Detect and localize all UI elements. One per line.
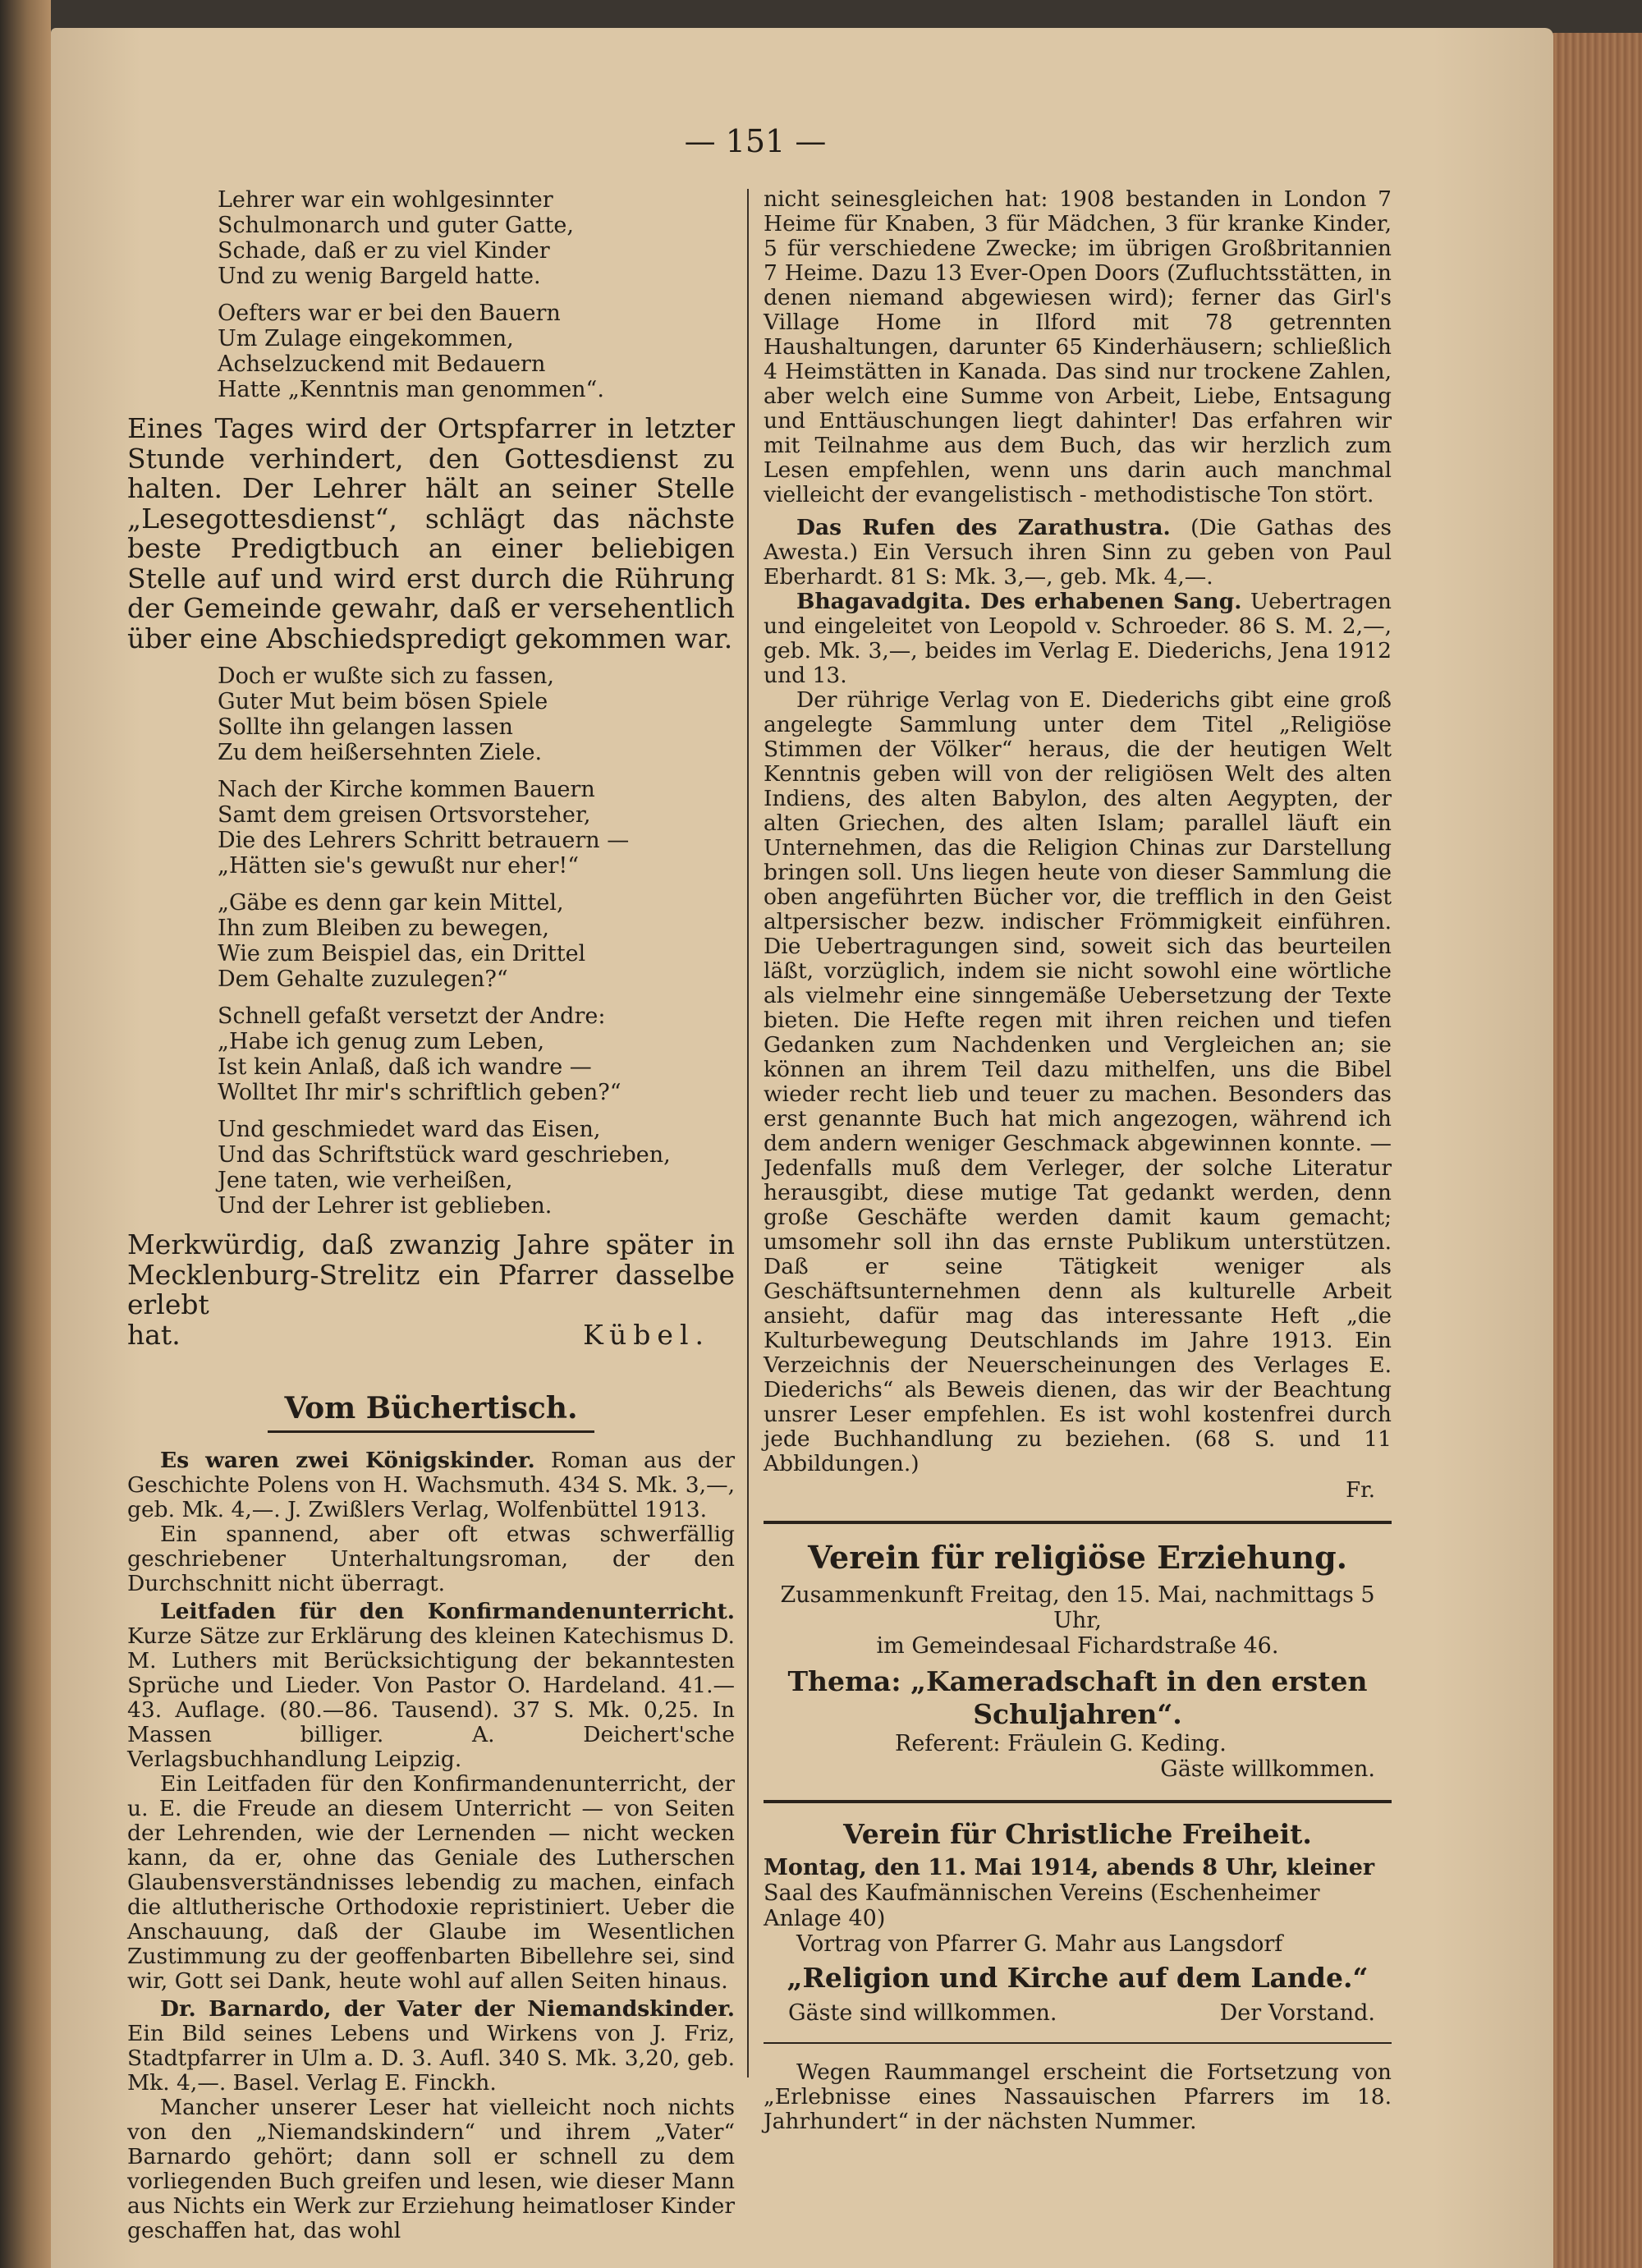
poem-line: Und der Lehrer ist geblieben. (218, 1193, 553, 1219)
poem-line: Und zu wenig Bargeld hatte. (218, 264, 541, 289)
notice-christian-freedom (764, 1818, 1392, 2027)
poem-line: Sollte ihn gelangen lassen (218, 714, 513, 740)
poem-line: Und das Schriftstück ward geschrieben, (218, 1142, 671, 1168)
poem-line: Doch er wußte sich zu fassen, (218, 663, 554, 689)
entry-details: Kurze Sätze zur Erklärung des kleinen Katechismus D. M. Luthers mit Berücksichtigung der bekanntesten Sprüche und Lieder. Von Pastor O. Hardeland. 41.—43. Auflage. (80.—86. Tausend). 37 S. Mk. 0,25. In Massen billiger. A. Deichert'sche Verlagsbuchhandlung Leipzig. (127, 1623, 735, 1772)
section-rule (764, 1521, 1392, 1524)
poem-line: Um Zulage eingekommen, (218, 326, 514, 351)
notice-line: Zusammenkunft Freitag, den 15. Mai, nachmittags 5 Uhr, (780, 1582, 1375, 1633)
poem-line: Lehrer war ein wohlgesinnter (218, 187, 553, 213)
poem-line: Samt dem greisen Ortsvorsteher, (218, 802, 591, 828)
notice-theme: Schuljahren“. (973, 1698, 1182, 1730)
prose-paragraph: Merkwürdig, daß zwanzig Jahre später in Mecklenburg-Strelitz ein Pfarrer dasselbe erlebt (127, 1228, 735, 1320)
notice-talk-title: „Religion und Kirche auf dem Lande.“ (787, 1962, 1369, 1994)
page-number: — 151 — (684, 123, 827, 159)
poem-stanza (218, 301, 735, 402)
poem-stanza (218, 1003, 735, 1105)
left-column (127, 187, 735, 2243)
section-heading (127, 1391, 735, 1426)
page-stack-edge (1543, 33, 1642, 2268)
prose-end: hat. (127, 1318, 181, 1351)
poem-line: Schade, daß er zu viel Kinder (218, 238, 550, 264)
notice-board: Der Vorstand. (1219, 2000, 1375, 2026)
notice-line: Montag, den 11. Mai 1914, abends 8 Uhr, kleiner (764, 1855, 1375, 1880)
notice-speaker: Referent: Fräulein G. Keding. (895, 1731, 1227, 1756)
notice-line: im Gemeindesaal Fichardstraße 46. (876, 1633, 1279, 1659)
prose-paragraph: Eines Tages wird der Ortspfarrer in letzter Stunde verhindert, den Gottesdienst zu halten. Der Lehrer hält an seiner Stelle „Lesegottesdienst“, schlägt das nächste beste Predigtbuch an einer beliebigen Stelle auf und wird erst durch die Rührung der Gemeinde gewahr, daß er versehentlich über eine Abschiedspredigt gekommen war. (127, 412, 735, 654)
poem-line: „Hätten sie's gewußt nur eher!“ (218, 853, 580, 879)
poem-stanza (218, 663, 735, 765)
previous-page-edge (0, 0, 51, 2268)
book-table-heading: Vom Büchertisch. (268, 1391, 594, 1433)
notice-religious-education (764, 1539, 1392, 1782)
entry-review: Ein Leitfaden für den Konfirmandenunterricht, der u. E. die Freude an diesem Unterricht — von Seiten der Lehrenden, wie der Lernenden — nicht wecken kann, da er, ohne das Geniale des Lutherschen Glaubensverständnisses lebendig zu machen, einfach die altlutherische Orthodoxie repristiniert. Ueber die Anschauung, daß der Glaube im Wesentlichen Zustimmung zu der geoffenbarten Bibellehre sei, sind wir, Gott sei Dank, heute wohl auf allen Seiten hinaus. (127, 1770, 735, 1994)
notice-guests: Gäste willkommen. (1160, 1756, 1375, 1782)
poem-line: Nach der Kirche kommen Bauern (218, 777, 595, 802)
book-entry (127, 1448, 735, 1596)
review-signature: Fr. (1346, 1478, 1375, 1503)
poem-line: Hatte „Kenntnis man genommen“. (218, 377, 604, 402)
footer-note: Wegen Raummangel erscheint die Fortsetzung von „Erlebnisse eines Nassauischen Pfarrers im 18. Jahrhundert“ in der nächsten Nummer. (764, 2059, 1392, 2134)
notice-line: Vortrag von Pfarrer G. Mahr aus Langsdorf (796, 1931, 1283, 1957)
poem-line: Guter Mut beim bösen Spiele (218, 689, 548, 714)
poem-line: Und geschmiedet ward das Eisen, (218, 1117, 601, 1142)
book-entry (127, 1997, 735, 2243)
poem-line: Schnell gefaßt versetzt der Andre: (218, 1003, 606, 1029)
entry-review: Ein spannend, aber oft etwas schwerfällig geschriebener Unterhaltungsroman, der den Durchschnitt nicht überragt. (127, 1521, 735, 1596)
entry-text (127, 1997, 735, 2096)
continuation-paragraph: nicht seinesgleichen hat: 1908 bestanden in London 7 Heime für Knaben, 3 für Mädchen, 3 für kranke Kinder, 5 für verschiedene Zwecke; im übrigen Großbritannien 7 Heime. Dazu 13 Ever-Open Doors (Zufluchtsstätten, in denen niemand abgewiesen wird); ferner das Girl's Village Home in Ilford mit 78 getrennten Haushaltungen, darunter 65 Kinderhäusern; schließlich 4 Heimstätten in Kanada. Das sind nur trockene Zahlen, aber welch eine Summe von Arbeit, Liebe, Entsagung und Enttäuschungen liegt dahinter! Das erfahren wir mit Teilnahme aus dem Buch, das wir herzlich zum Lesen empfehlen, wenn uns darin auch manchmal vielleicht der evangelistisch - methodistische Ton stört. (764, 186, 1392, 507)
section-rule (764, 1800, 1392, 1803)
entry-title: Dr. Barnardo, der Vater der Niemandskinder. (160, 1995, 735, 2022)
poem-line: Dem Gehalte zuzulegen?“ (218, 966, 508, 992)
poem-line: Zu dem heißersehnten Ziele. (218, 740, 543, 765)
entry-review: Der rührige Verlag von E. Diederichs gibt eine groß angelegte Sammlung unter dem Titel „Religiöse Stimmen der Völker“ heraus, die der heutigen Welt Kenntnis geben will von der religiösen Welt des alten Indiens, des alten Babylon, des alten Aegypten, der alten Griechen, des alten Islam; parallel läuft ein Unternehmen, das die Religion Chinas zur Darstellung bringen soll. Uns liegen heute von dieser Sammlung die oben angeführten Bücher vor, die trefflich in den Geist altpersischer bezw. indischer Frömmigkeit einführen. Die Uebertragungen sind, soweit sich das beurteilen läßt, vorzüglich, indem sie nicht sowohl eine wörtliche als vielmehr eine sinngemäße Uebersetzung der Texte bieten. Die Hefte regen mit ihren reichen und tiefen Gedanken zum Nachdenken und Vergleichen an; sie können an ihrem Teil dazu mithelfen, uns die Bibel wieder recht lieb und teuer zu machen. Besonders das erst genannte Buch hat mich angezogen, während ich dem andern weniger Geschmack abgewinnen konnte. — Jedenfalls muß dem Verleger, der solche Literatur herausgibt, diese mutige Tat gedankt werden, denn große Geschäfte werden damit kaum gemacht; umsomehr soll ihn das ernste Publikum unterstützen. Daß er seine Tätigkeit weniger als Geschäftsunternehmen denn als kulturelle Arbeit ansieht, dafür mag das interessante Heft „die Kulturbewegung Deutschlands im Jahre 1913. Ein Verzeichnis der Neuerscheinungen des Verlages E. Diederichs“ als Beweis dienen, das wir der Beachtung unsrer Leser empfehlen. Es ist wohl kostenfrei durch jede Buchhandlung zu beziehen. (68 S. und 11 Abbildungen.) (764, 687, 1392, 1476)
notice-theme: Thema: „Kameradschaft in den ersten (787, 1665, 1368, 1697)
poem-line: Ist kein Anlaß, daß ich wandre — (218, 1054, 592, 1080)
column-divider (747, 189, 749, 2077)
poem-line: Achselzuckend mit Bedauern (218, 351, 546, 377)
entry-details: (Die Gathas des Awesta.) Ein Versuch ihren Sinn zu geben von Paul Eberhardt. 81 S: Mk. 3,—, geb. Mk. 4,—. (764, 515, 1392, 590)
entry-title: Es waren zwei Königskinder. (160, 1447, 535, 1473)
entry-text (764, 590, 1392, 688)
entry-title: Das Rufen des Zarathustra. (796, 515, 1171, 540)
author-signature: Kübel. (583, 1318, 710, 1351)
poem-stanza (218, 777, 735, 879)
right-column (764, 187, 1392, 2134)
entry-review: Mancher unserer Leser hat vielleicht noch nichts von den „Niemandskindern“ und ihrem „Vater“ Barnardo gehört; dann soll er schnell zu dem vorliegenden Buch greifen und lesen, wie dieser Mann aus Nichts ein Werk zur Erziehung heimatloser Kinder geschaffen hat, das wohl (127, 2094, 735, 2243)
notice-title: Verein für Christliche Freiheit. (843, 1818, 1312, 1850)
notice-title: Verein für religiöse Erziehung. (808, 1539, 1347, 1576)
poem-line: Jene taten, wie verheißen, (218, 1168, 513, 1193)
poem-line: Ihn zum Bleiben zu bewegen, (218, 916, 549, 941)
entry-title: Bhagavadgita. Des erhabenen Sang. (796, 589, 1242, 614)
poem-line: Die des Lehrers Schritt betrauern — (218, 828, 630, 853)
notice-guests: Gäste sind willkommen. (788, 2000, 1057, 2026)
poem-stanza (218, 890, 735, 992)
poem-line: „Gäbe es denn gar kein Mittel, (218, 890, 564, 916)
entry-details: Roman aus der Geschichte Polens von H. Wachsmuth. 434 S. Mk. 3,—, geb. Mk. 4,—. J. Zwißlers Verlag, Wolfenbüttel 1913. (127, 1447, 735, 1522)
poem-line: Wie zum Beispiel das, ein Drittel (218, 941, 586, 966)
notice-footer-row (764, 1999, 1392, 2027)
entry-details: Ein Bild seines Lebens und Wirkens von J. Friz, Stadtpfarrer in Ulm a. D. 3. Aufl. 340 S. Mk. 3,20, geb. Mk. 4,—. Basel. Verlag E. Finckh. (127, 2020, 735, 2096)
poem-line: Oefters war er bei den Bauern (218, 301, 561, 326)
entry-text (764, 516, 1392, 590)
book-entry (127, 1600, 735, 1994)
poem-line: Schulmonarch und guter Gatte, (218, 213, 574, 238)
signature-line (127, 1320, 735, 1350)
entry-title: Leitfaden für den Konfirmandenunterricht. (160, 1598, 735, 1624)
entry-details: Uebertragen und eingeleitet von Leopold v. Schroeder. 86 S. M. 2,—, geb. Mk. 3,—, beides im Verlag E. Diederichs, Jena 1912 und 13. (764, 589, 1392, 688)
notice-line: Saal des Kaufmännischen Vereins (Eschenheimer Anlage 40) (764, 1880, 1320, 1931)
poem-line: Wolltet Ihr mir's schriftlich geben?“ (218, 1080, 621, 1105)
poem-stanza (218, 1117, 735, 1219)
entry-text (127, 1448, 735, 1522)
poem-line: „Habe ich genug zum Leben, (218, 1029, 545, 1054)
poem-stanza (218, 187, 735, 289)
entry-text (127, 1600, 735, 1772)
section-rule (764, 2042, 1392, 2044)
